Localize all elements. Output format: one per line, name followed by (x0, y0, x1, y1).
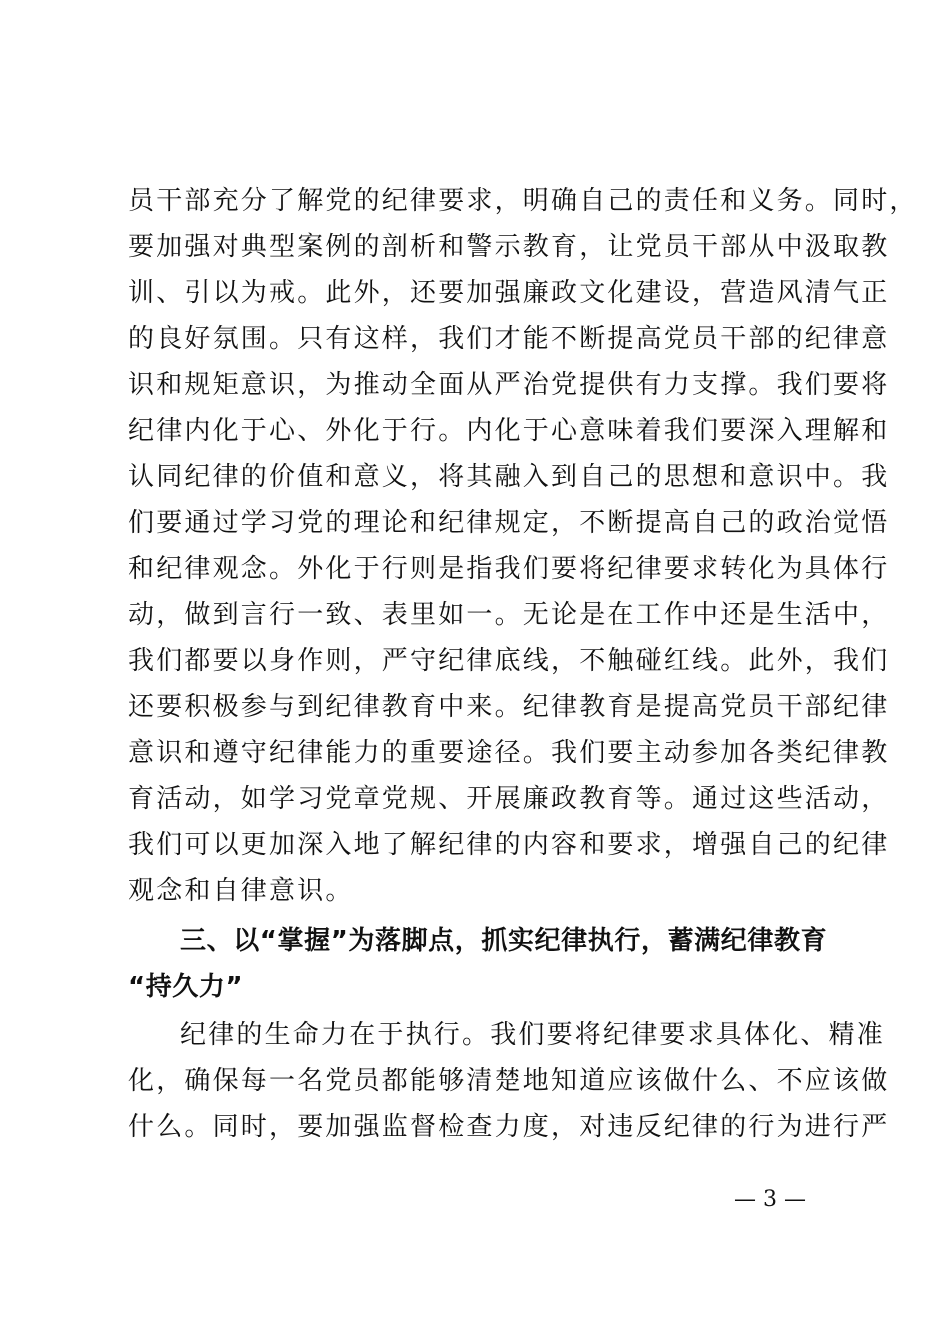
body-line-14: 育活动，如学习党章党规、开展廉政教育等。通过这些活动， (128, 784, 890, 814)
section-line-3: 什么。同时，要加强监督检查力度，对违反纪律的行为进行严 (128, 1112, 890, 1142)
body-line-8: 们要通过学习党的理论和纪律规定，不断提高自己的政治觉悟 (128, 508, 890, 538)
body-line-10: 动，做到言行一致、表里如一。无论是在工作中还是生活中， (128, 600, 890, 630)
body-line-12: 还要积极参与到纪律教育中来。纪律教育是提高党员干部纪律 (128, 692, 890, 722)
body-line-1: 员干部充分了解党的纪律要求，明确自己的责任和义务。同时， (128, 186, 918, 216)
body-line-15: 我们可以更加深入地了解纪律的内容和要求，增强自己的纪律 (128, 830, 890, 860)
body-line-11: 我们都要以身作则，严守纪律底线，不触碰红线。此外，我们 (128, 646, 890, 676)
body-line-6: 纪律内化于心、外化于行。内化于心意味着我们要深入理解和 (128, 416, 890, 446)
body-line-5: 识和规矩意识，为推动全面从严治党提供有力支撑。我们要将 (128, 370, 890, 400)
section-heading-line-1: 三、以“掌握”为落脚点，抓实纪律执行，蓄满纪律教育 (180, 926, 828, 956)
section-heading-line-2: “持久力” (128, 972, 244, 1002)
section-line-2: 化，确保每一名党员都能够清楚地知道应该做什么、不应该做 (128, 1066, 890, 1096)
body-line-4: 的良好氛围。只有这样，我们才能不断提高党员干部的纪律意 (128, 324, 890, 354)
body-line-7: 认同纪律的价值和意义，将其融入到自己的思想和意识中。我 (128, 462, 890, 492)
body-line-9: 和纪律观念。外化于行则是指我们要将纪律要求转化为具体行 (128, 554, 890, 584)
body-line-13: 意识和遵守纪律能力的重要途径。我们要主动参加各类纪律教 (128, 738, 890, 768)
body-line-16: 观念和自律意识。 (128, 876, 354, 906)
section-line-1: 纪律的生命力在于执行。我们要将纪律要求具体化、精准 (180, 1020, 886, 1050)
body-line-2: 要加强对典型案例的剖析和警示教育，让党员干部从中汲取教 (128, 232, 890, 262)
page-number: — 3 — (734, 1187, 806, 1212)
body-line-3: 训、引以为戒。此外，还要加强廉政文化建设，营造风清气正 (128, 278, 890, 308)
